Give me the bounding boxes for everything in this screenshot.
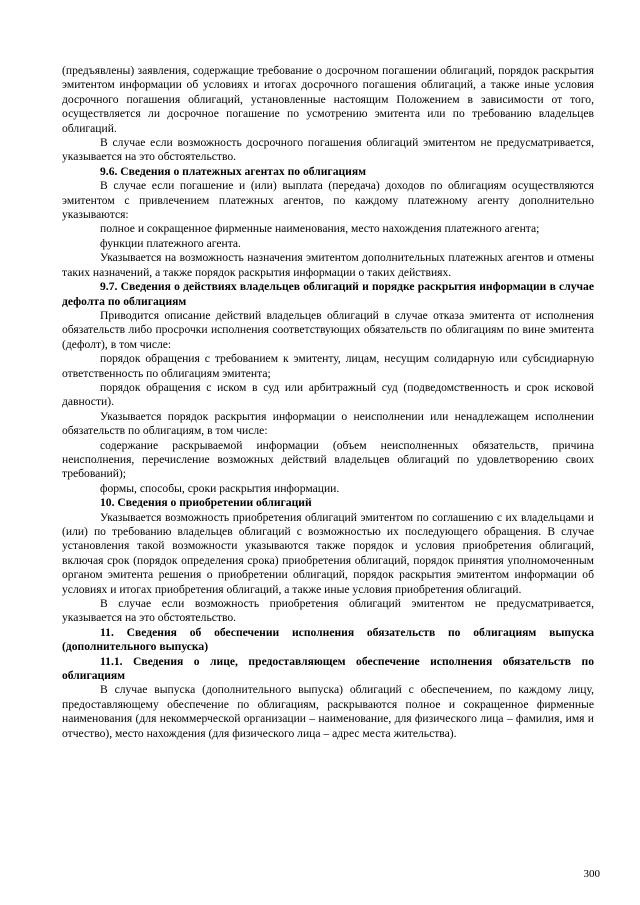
page-number: 300 <box>583 868 600 880</box>
paragraph: В случае выпуска (дополнительного выпуска) облигаций с обеспечением, по каждому лицу, предоставляющему обеспечение по облигациям, раскрываются полное и сокращенное фирменные наименования (для некоммерческой организации – наименование, для физического лица – фамилия, имя и отчество), место нахождения (для физического лица – адрес места жительства). <box>62 683 594 740</box>
paragraph: Указывается возможность приобретения облигаций эмитентом по соглашению с их владельцами и (или) по требованию владельцев облигаций с возможностью их последующего обращения. В случае установления такой возможности указываются также порядок и условия приобретения облигаций, включая срок (порядок определения срока) приобретения облигаций, порядок принятия уполномоченным органом эмитента решения о приобретении облигаций, порядок раскрытия эмитентом информации об условиях и итогах приобретения облигаций, а также иные условия приобретения облигаций. <box>62 510 594 596</box>
section-heading: 11.1. Сведения о лице, предоставляющем обеспечение исполнения обязательств по облигациям <box>62 654 594 683</box>
section-heading: 9.6. Сведения о платежных агентах по облигациям <box>100 164 367 178</box>
section-heading: 9.7. Сведения о действиях владельцев облигаций и порядке раскрытия информации в случае дефолта по облигациям <box>62 280 594 308</box>
paragraph: порядок обращения с иском в суд или арбитражный суд (подведомственность и срок исковой давности). <box>62 380 594 409</box>
section-heading: 11. Сведения об обеспечении исполнения обязательств по облигациям выпуска (дополнительного выпуска) <box>62 625 594 654</box>
document-body <box>62 64 594 741</box>
paragraph: В случае если возможность досрочного погашения облигаций эмитентом не предусматривается, указывается на это обстоятельство. <box>62 136 594 164</box>
paragraph: (предъявлены) заявления, содержащие требование о досрочном погашении облигаций, порядок раскрытия эмитентом информации об условиях и итогах досрочного погашения облигаций, а также иные условия досрочного погашения облигаций, установленные настоящим Положением в зависимости от того, осуществляется ли досрочное погашение по усмотрению эмитента или по требованию владельцев облигаций. <box>62 64 594 135</box>
section-heading: 10. Сведения о приобретении облигаций <box>100 496 312 510</box>
paragraph: формы, способы, сроки раскрытия информации. <box>100 481 340 495</box>
paragraph: Указывается на возможность назначения эмитентом дополнительных платежных агентов и отмены таких назначений, а также порядок раскрытия информации о таких действиях. <box>62 251 594 279</box>
paragraph: Указывается порядок раскрытия информации о неисполнении или ненадлежащем исполнении обязательств по облигациям, в том числе: <box>62 409 594 438</box>
paragraph: В случае если возможность приобретения облигаций эмитентом не предусматривается, указывается на это обстоятельство. <box>62 597 594 625</box>
paragraph: полное и сокращенное фирменные наименования, место нахождения платежного агента; <box>100 222 540 236</box>
paragraph: порядок обращения с требованием к эмитенту, лицам, несущим солидарную или субсидиарную ответственность по облигациям эмитента; <box>62 352 594 380</box>
paragraph: В случае если погашение и (или) выплата (передача) доходов по облигациям осуществляются эмитентом с привлечением платежных агентов, по каждому платежному агенту дополнительно указываются: <box>62 179 594 222</box>
paragraph: функции платежного агента. <box>100 236 241 250</box>
paragraph: содержание раскрываемой информации (объем неисполненных обязательств, причина неисполнения, перечисление возможных действий владельцев облигаций по удовлетворению своих требований); <box>62 438 594 481</box>
paragraph: Приводится описание действий владельцев облигаций в случае отказа эмитента от исполнения обязательств либо просрочки исполнения соответствующих обязательств по облигациям по вине эмитента (дефолт), в том числе: <box>62 308 594 351</box>
